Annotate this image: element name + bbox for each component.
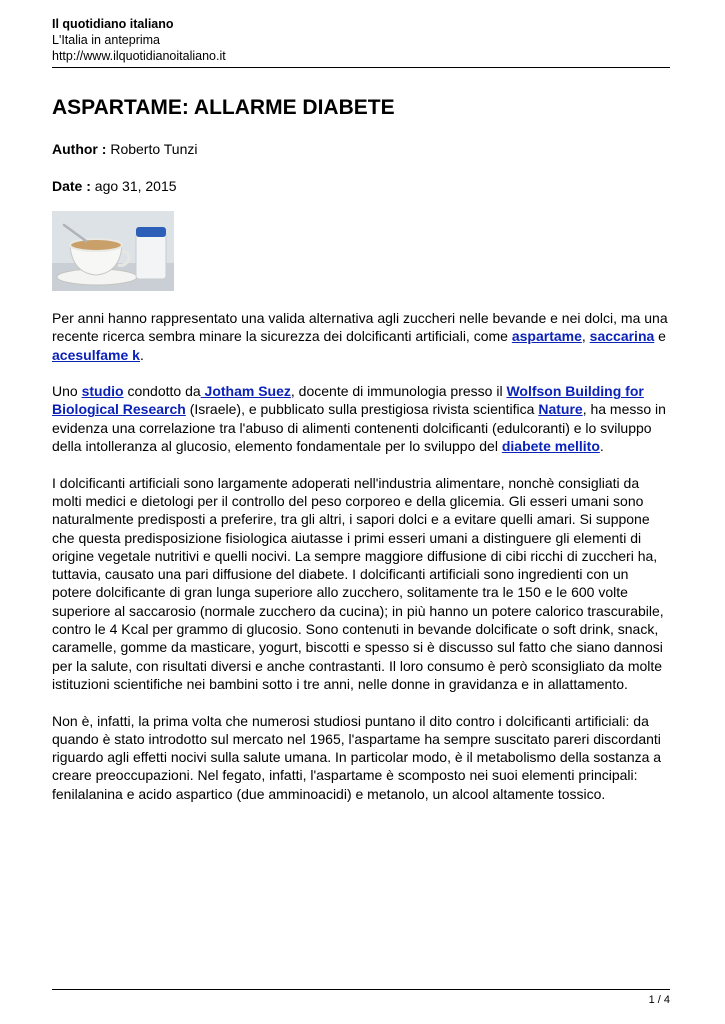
author-name: Roberto Tunzi: [110, 141, 198, 157]
link-acesulfame-k[interactable]: acesulfame k: [52, 346, 140, 363]
coffee-cup-illustration: [52, 211, 174, 291]
link-jotham-suez[interactable]: Jotham Suez: [200, 383, 291, 400]
date-label: Date :: [52, 178, 91, 194]
article-body: [52, 309, 672, 821]
date-line: [52, 177, 177, 195]
site-name: Il quotidiano italiano: [52, 17, 174, 31]
site-tagline: L'Italia in anteprima: [52, 33, 161, 47]
publish-date: ago 31, 2015: [94, 178, 177, 194]
paragraph-study: Uno studio condotto da Jotham Suez, docente di immunologia presso il Wolfson Building for Biological Research (Israele), e pubblicato sulla prestigiosa rivista scientifica Nature, ha messo in evidenza una correlazione tra l'abuso di alimenti contenenti dolcificanti (edulcoranti) e lo sviluppo della intolleranza al glucosio, elemento fondamentale per lo sviluppo del diabete mellito.: [52, 383, 666, 455]
page-number: 1 / 4: [648, 994, 670, 1006]
paragraph-intro: Per anni hanno rappresentato una valida alternativa agli zuccheri nelle bevande e nei dolci, ma una recente ricerca sembra minare la sicurezza dei dolcificanti artificiali, come aspartame, saccarina e acesulfame k.: [52, 310, 668, 363]
link-saccarina[interactable]: saccarina: [589, 328, 655, 345]
paragraph-sweeteners: I dolcificanti artificiali sono largamente adoperati nell'industria alimentare, nonchè consigliati da molti medici e dietologi per il controllo del peso corporeo e della glicemia. Gli esseri umani sono naturalmente predisposti a preferire, tra gli altri, i sapori dolci e a evitare quelli amari. Si suppone che questa predisposizione fisiologica aiutasse i primi esseri umani a distinguere gli elementi di origine vegetale nutritivi e quelli nocivi. La sempre maggiore diffusione di cibi ricchi di zuccheri ha, tuttavia, causato una pari diffusione del diabete. I dolcificanti artificiali sono ingredienti con un potere dolcificante di gran lunga superiore allo zucchero, solitamente tra le 150 e le 600 volte superiore al saccarosio (normale zucchero da cucina); in più hanno un potere calorico trascurabile, contro le 4 Kcal per grammo di glucosio. Sono contenuti in bevande dolcificate o soft drink, snack, caramelle, gomme da masticare, yogurt, biscotti e spesso si è discusso sul fatto che siano dannosi per la salute, con risultati diversi e anche contrastanti. Il loro consumo è però sconsigliato da molte istituzioni scientifiche nei bambini sotto i tre anni, nelle donne in gravidanza e in allattamento.: [52, 474, 664, 692]
article-title: ASPARTAME: ALLARME DIABETE: [52, 96, 395, 119]
link-aspartame[interactable]: aspartame: [511, 328, 582, 345]
article-image: [52, 211, 174, 291]
paragraph-aspartame-history: Non è, infatti, la prima volta che numerosi studiosi puntano il dito contro i dolcificanti artificiali: da quando è stato introdotto sul mercato nel 1965, l'aspartame ha sempre suscitato pareri discordanti riguardo agli effetti nocivi sulla salute umana. In particolar modo, è il metabolismo della sostanza a creare preoccupazioni. Nel fegato, infatti, l'aspartame è scomposto nei suoi elementi principali: fenilalanina e acido aspartico (due amminoacidi) e metanolo, un alcool altamente tossico.: [52, 712, 662, 802]
link-nature[interactable]: Nature: [538, 401, 583, 418]
link-wolfson-building[interactable]: Wolfson Building for Biological Research: [52, 383, 644, 418]
author-label: Author :: [52, 141, 107, 157]
author-line: [52, 140, 198, 158]
site-url[interactable]: http://www.ilquotidianoitaliano.it: [52, 49, 226, 63]
link-studio[interactable]: studio: [81, 383, 124, 400]
link-diabete-mellito[interactable]: diabete mellito: [501, 438, 600, 455]
footer-divider: [52, 989, 670, 990]
header-divider: [52, 67, 670, 68]
site-header: [52, 16, 670, 64]
